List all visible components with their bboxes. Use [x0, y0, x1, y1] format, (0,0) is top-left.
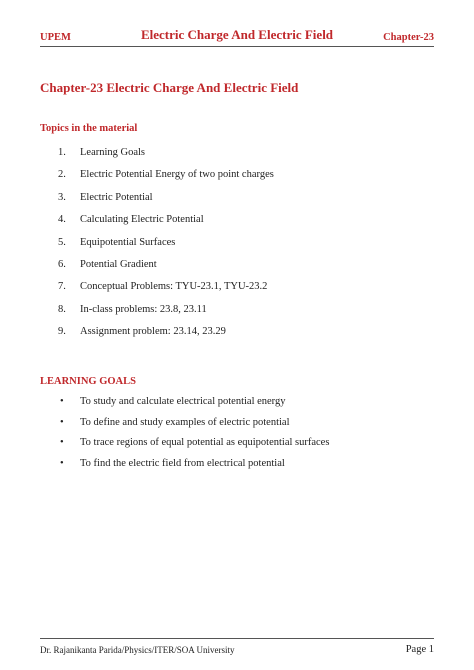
list-number: 4. [58, 214, 66, 226]
list-text: Potential Gradient [80, 258, 157, 270]
list-text: To study and calculate electrical potential energy [80, 396, 286, 407]
list-text: Learning Goals [80, 147, 146, 158]
chapter-title: Chapter-23 Electric Charge And Electric Field [40, 80, 299, 95]
header-right: Chapter-23 [383, 32, 434, 43]
list-text: Electric Potential [80, 191, 153, 203]
bullet-icon: • [60, 437, 64, 449]
footer-author: Dr. Rajanikanta Parida/Physics/ITER/SOA University [40, 645, 235, 655]
list-text: Calculating Electric Potential [80, 214, 204, 226]
page-number: Page 1 [405, 644, 434, 655]
list-number: 1. [58, 147, 66, 158]
list-number: 7. [58, 281, 66, 293]
list-text: In-class problems: 23.8, 23.11 [80, 303, 207, 315]
page-header [40, 28, 434, 47]
bullet-icon: • [60, 396, 64, 407]
list-number: 5. [58, 236, 66, 248]
header-center: Electric Charge And Electric Field [140, 27, 334, 42]
list-text: To define and study examples of electric potential [80, 416, 290, 428]
page-footer [40, 638, 434, 659]
list-number: 2. [58, 169, 66, 181]
list-text: Assignment problem: 23.14, 23.29 [80, 326, 226, 338]
bullet-icon: • [60, 458, 64, 470]
list-text: Electric Potential Energy of two point charges [80, 169, 274, 181]
list-text: To trace regions of equal potential as equipotential surfaces [80, 437, 330, 449]
list-text: Conceptual Problems: TYU-23.1, TYU-23.2 [80, 281, 268, 293]
list-text: To find the electric field from electrical potential [80, 458, 285, 470]
bullet-icon: • [60, 416, 64, 428]
learning-goals-heading: LEARNING GOALS [40, 376, 136, 387]
topics-heading: Topics in the material [40, 123, 138, 134]
header-left: UPEM [40, 32, 71, 43]
list-number: 6. [58, 258, 66, 270]
list-text: Equipotential Surfaces [80, 236, 176, 248]
list-number: 9. [58, 326, 66, 338]
list-number: 8. [58, 303, 66, 315]
list-number: 3. [58, 191, 66, 203]
